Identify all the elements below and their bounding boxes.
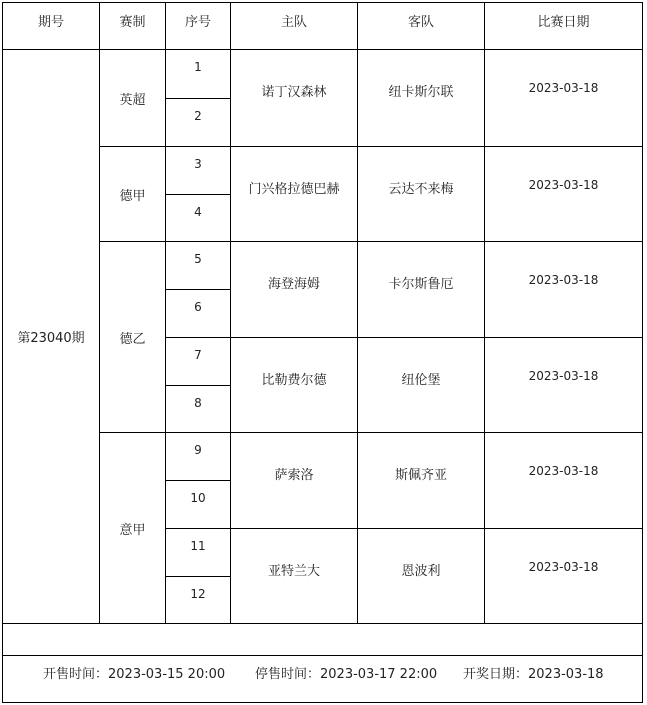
home-team-cell: 门兴格拉德巴赫 [248,182,340,197]
away-team-cell: 卡尔斯鲁厄 [388,277,454,292]
header-league: 赛制 [119,15,146,30]
match-date-cell: 2023-03-18 [528,273,599,287]
seq-cell: 4 [194,205,202,219]
away-team-cell: 斯佩齐亚 [394,468,447,483]
match-date-cell: 2023-03-18 [528,81,599,95]
match-date-cell: 2023-03-18 [528,369,599,383]
away-team-cell: 纽卡斯尔联 [388,85,454,100]
header-seq: 序号 [184,15,211,30]
header-away-team: 客队 [407,15,434,30]
header-match-date: 比赛日期 [537,15,590,30]
home-team-cell: 诺丁汉森林 [261,85,327,100]
seq-cell: 2 [194,109,202,123]
seq-cell: 6 [194,300,202,314]
seq-cell: 9 [194,443,202,457]
home-team-cell: 海登海姆 [267,277,320,292]
match-date-cell: 2023-03-18 [528,464,599,478]
seq-cell: 5 [194,252,202,266]
seq-cell: 7 [194,348,202,362]
draw-date: 开奖日期：2023-03-18 [463,666,604,682]
period-cell: 第23040期 [17,331,85,346]
footer-info-row [3,655,642,689]
seq-cell: 12 [190,587,206,601]
away-team-cell: 纽伦堡 [401,373,441,388]
seq-cell: 10 [190,491,206,505]
away-team-cell: 恩波利 [401,564,441,579]
match-date-cell: 2023-03-18 [528,178,599,192]
seq-cell: 1 [194,60,202,74]
seq-cell: 8 [194,396,202,410]
home-team-cell: 亚特兰大 [267,564,320,579]
header-period: 期号 [37,15,64,30]
header-home-team: 主队 [280,15,307,30]
sale-start-time: 开售时间：2023-03-15 20:00 [43,666,226,682]
league-cell: 德乙 [119,331,146,347]
home-team-cell: 萨索洛 [274,468,314,483]
match-date-cell: 2023-03-18 [528,560,599,574]
league-cell: 意甲 [119,522,146,538]
seq-cell: 11 [190,539,206,553]
league-cell: 英超 [119,92,146,108]
league-cell: 德甲 [119,188,146,204]
home-team-cell: 比勒费尔德 [261,373,327,388]
seq-cell: 3 [194,157,202,171]
away-team-cell: 云达不来梅 [388,182,454,197]
sale-stop-time: 停售时间：2023-03-17 22:00 [255,666,438,682]
